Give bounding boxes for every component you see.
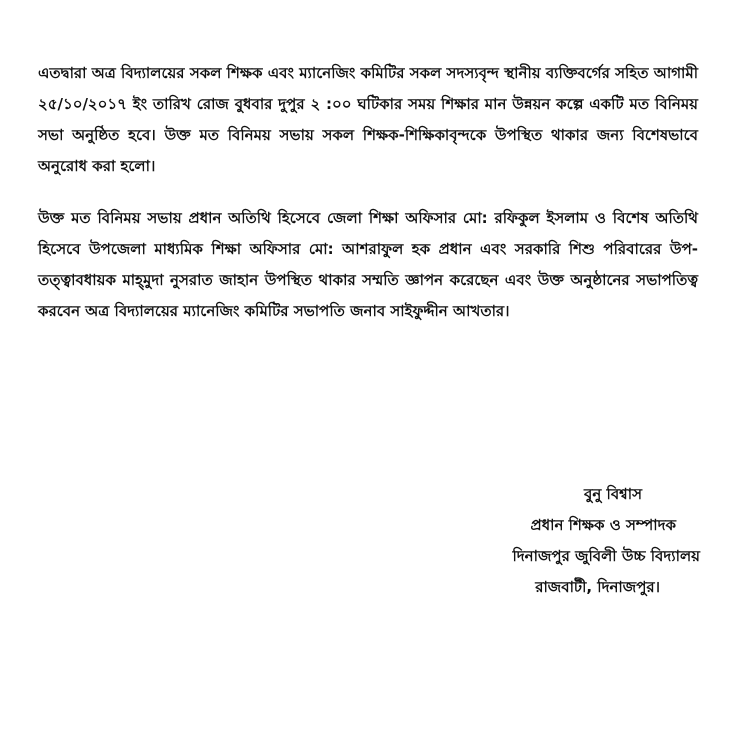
notice-paragraph-1: এতদ্বারা অত্র বিদ্যালয়ের সকল শিক্ষক এবং ম্যানেজিং কমিটির সকল সদস্যবৃন্দ স্থানীয় ব্যক্তিবর্গের সহিত আগামী ২৫/১০/২০১৭ ইং তারিখ রোজ বুধবার দুপুর ২ :০০ ঘটিকার সময় শিক্ষার মান উন্নয়ন কল্পে একটি মত বিনিময় সভা অনুষ্ঠিত হবে। উক্ত মত বিনিময় সভায় সকল শিক্ষক-শিক্ষিকাবৃন্দকে উপস্থিত থাকার জন্য বিশেষভাবে অনুরোধ করা হলো। <box>38 64 698 175</box>
signature-block <box>380 479 700 603</box>
notice-paragraph-2: উক্ত মত বিনিময় সভায় প্রধান অতিথি হিসেবে জেলা শিক্ষা অফিসার মো: রফিকুল ইসলাম ও বিশেষ অতিথি হিসেবে উপজেলা মাধ্যমিক শিক্ষা অফিসার মো: আশরাফুল হক প্রধান এবং সরকারি শিশু পরিবারের উপ-তত্ত্বাবধায়ক মাহ্‌মুদা নুসরাত জাহান উপস্থিত থাকার সম্মতি জ্ঞাপন করেছেন এবং উক্ত অনুষ্ঠানের সভাপতিত্ব করবেন অত্র বিদ্যালয়ের ম্যানেজিং কমিটির সভাপতি জনাব সাইফুদ্দীন আখতার। <box>38 209 698 320</box>
notice-body <box>38 58 698 327</box>
school-name: দিনাজপুর জুবিলী উচ্চ বিদ্যালয় <box>512 547 700 565</box>
signatory-name: বুনু বিশ্বাস <box>584 485 642 503</box>
school-address: রাজবাটী, দিনাজপুর। <box>535 578 660 596</box>
signatory-title: প্রধান শিক্ষক ও সম্পাদক <box>530 516 676 534</box>
